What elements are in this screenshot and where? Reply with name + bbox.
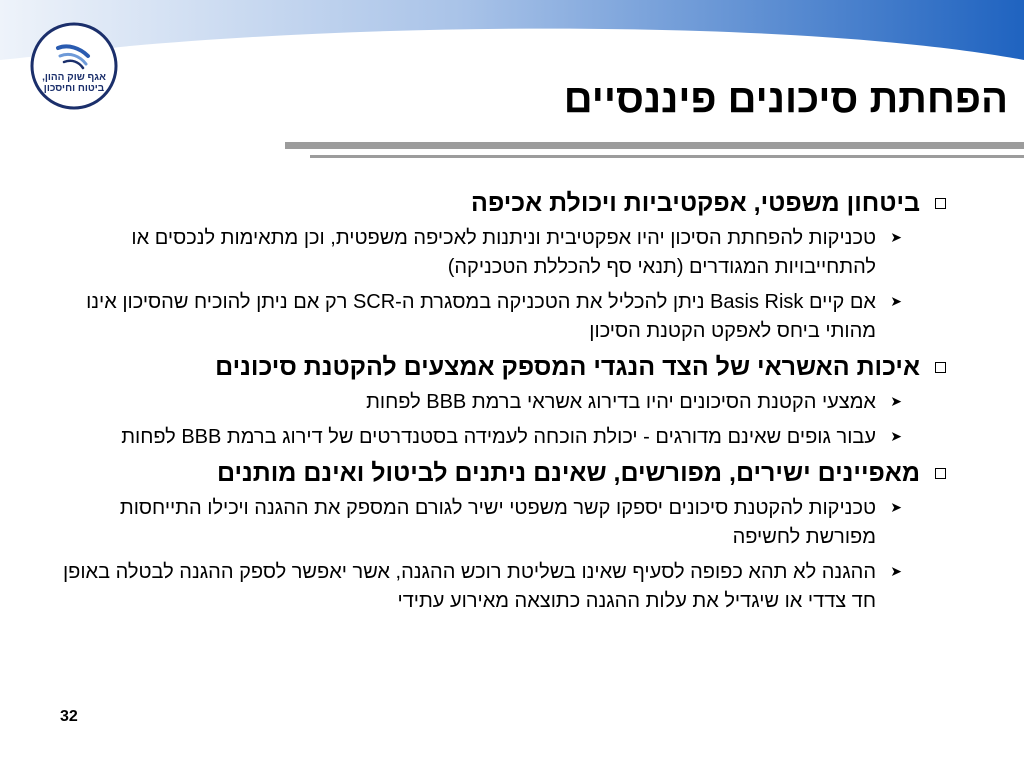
section-title: מאפיינים ישירים, מפורשים, שאינם ניתנים לביטול ואינם מותנים — [216, 459, 920, 487]
list-item — [60, 388, 920, 417]
square-bullet-icon — [935, 468, 946, 479]
page-number: 32 — [60, 708, 78, 725]
section-title: איכות האשראי של הצד הנגדי המספק אמצעים להקטנת סיכונים — [215, 353, 920, 381]
page-title: הפחתת סיכונים פיננסיים — [563, 77, 1008, 121]
square-bullet-icon — [935, 198, 946, 209]
square-bullet-icon — [935, 362, 946, 373]
arrow-bullet-icon: ➤ — [890, 499, 902, 515]
arrow-bullet-icon: ➤ — [890, 393, 902, 409]
list-item — [60, 558, 920, 616]
header-band — [0, 0, 1024, 80]
arrow-bullet-icon: ➤ — [890, 293, 902, 309]
list-item-text: אמצעי הקטנת הסיכונים יהיו בדירוג אשראי ברמת BBB לפחות — [366, 391, 876, 413]
title-divider-thin — [310, 155, 1024, 158]
arrow-bullet-icon: ➤ — [890, 428, 902, 444]
section-legal-certainty — [60, 188, 964, 346]
list-item — [60, 494, 920, 552]
title-divider-thick — [285, 142, 1024, 149]
list-item — [60, 288, 920, 346]
list-item-text: אם קיים Basis Risk ניתן להכליל את הטכניקה במסגרת ה-SCR רק אם ניתן להוכיח שהסיכון אינו מהותי ביחס לאפקט הקטנת הסיכון — [86, 291, 876, 342]
arrow-bullet-icon: ➤ — [890, 563, 902, 579]
arrow-bullet-icon: ➤ — [890, 229, 902, 245]
logo-text-line2: ביטוח וחיסכון — [43, 83, 105, 94]
list-item — [60, 423, 920, 452]
logo-text-line1: אגף שוק ההון, — [42, 72, 106, 83]
organization-logo — [30, 22, 118, 110]
slide-content — [60, 188, 964, 622]
section-direct-explicit — [60, 458, 964, 616]
section-counterparty-credit — [60, 352, 964, 452]
logo-emblem-icon — [30, 22, 118, 110]
list-item-text: ההגנה לא תהא כפופה לסעיף שאינו בשליטת רוכש ההגנה, אשר יאפשר לספק ההגנה לבטלה באופן חד צדדי או שיגדיל את עלות ההגנה כתוצאה מאירוע עתידי — [62, 561, 876, 612]
list-item — [60, 224, 920, 282]
list-item-text: עבור גופים שאינם מדורגים - יכולת הוכחה לעמידה בסטנדרטים של דירוג ברמת BBB לפחות — [121, 426, 876, 448]
list-item-text: טכניקות להקטנת סיכונים יספקו קשר משפטי ישיר לגורם המספק את ההגנה ויכילו התייחסות מפורשת לחשיפה — [119, 497, 876, 548]
list-item-text: טכניקות להפחתת הסיכון יהיו אפקטיבית וניתנות לאכיפה משפטית, וכן מתאימות לנכסים או להתחייבויות המגודרים (תנאי סף להכללת הטכניקה) — [131, 227, 876, 278]
section-title: ביטחון משפטי, אפקטיביות ויכולת אכיפה — [471, 189, 920, 217]
